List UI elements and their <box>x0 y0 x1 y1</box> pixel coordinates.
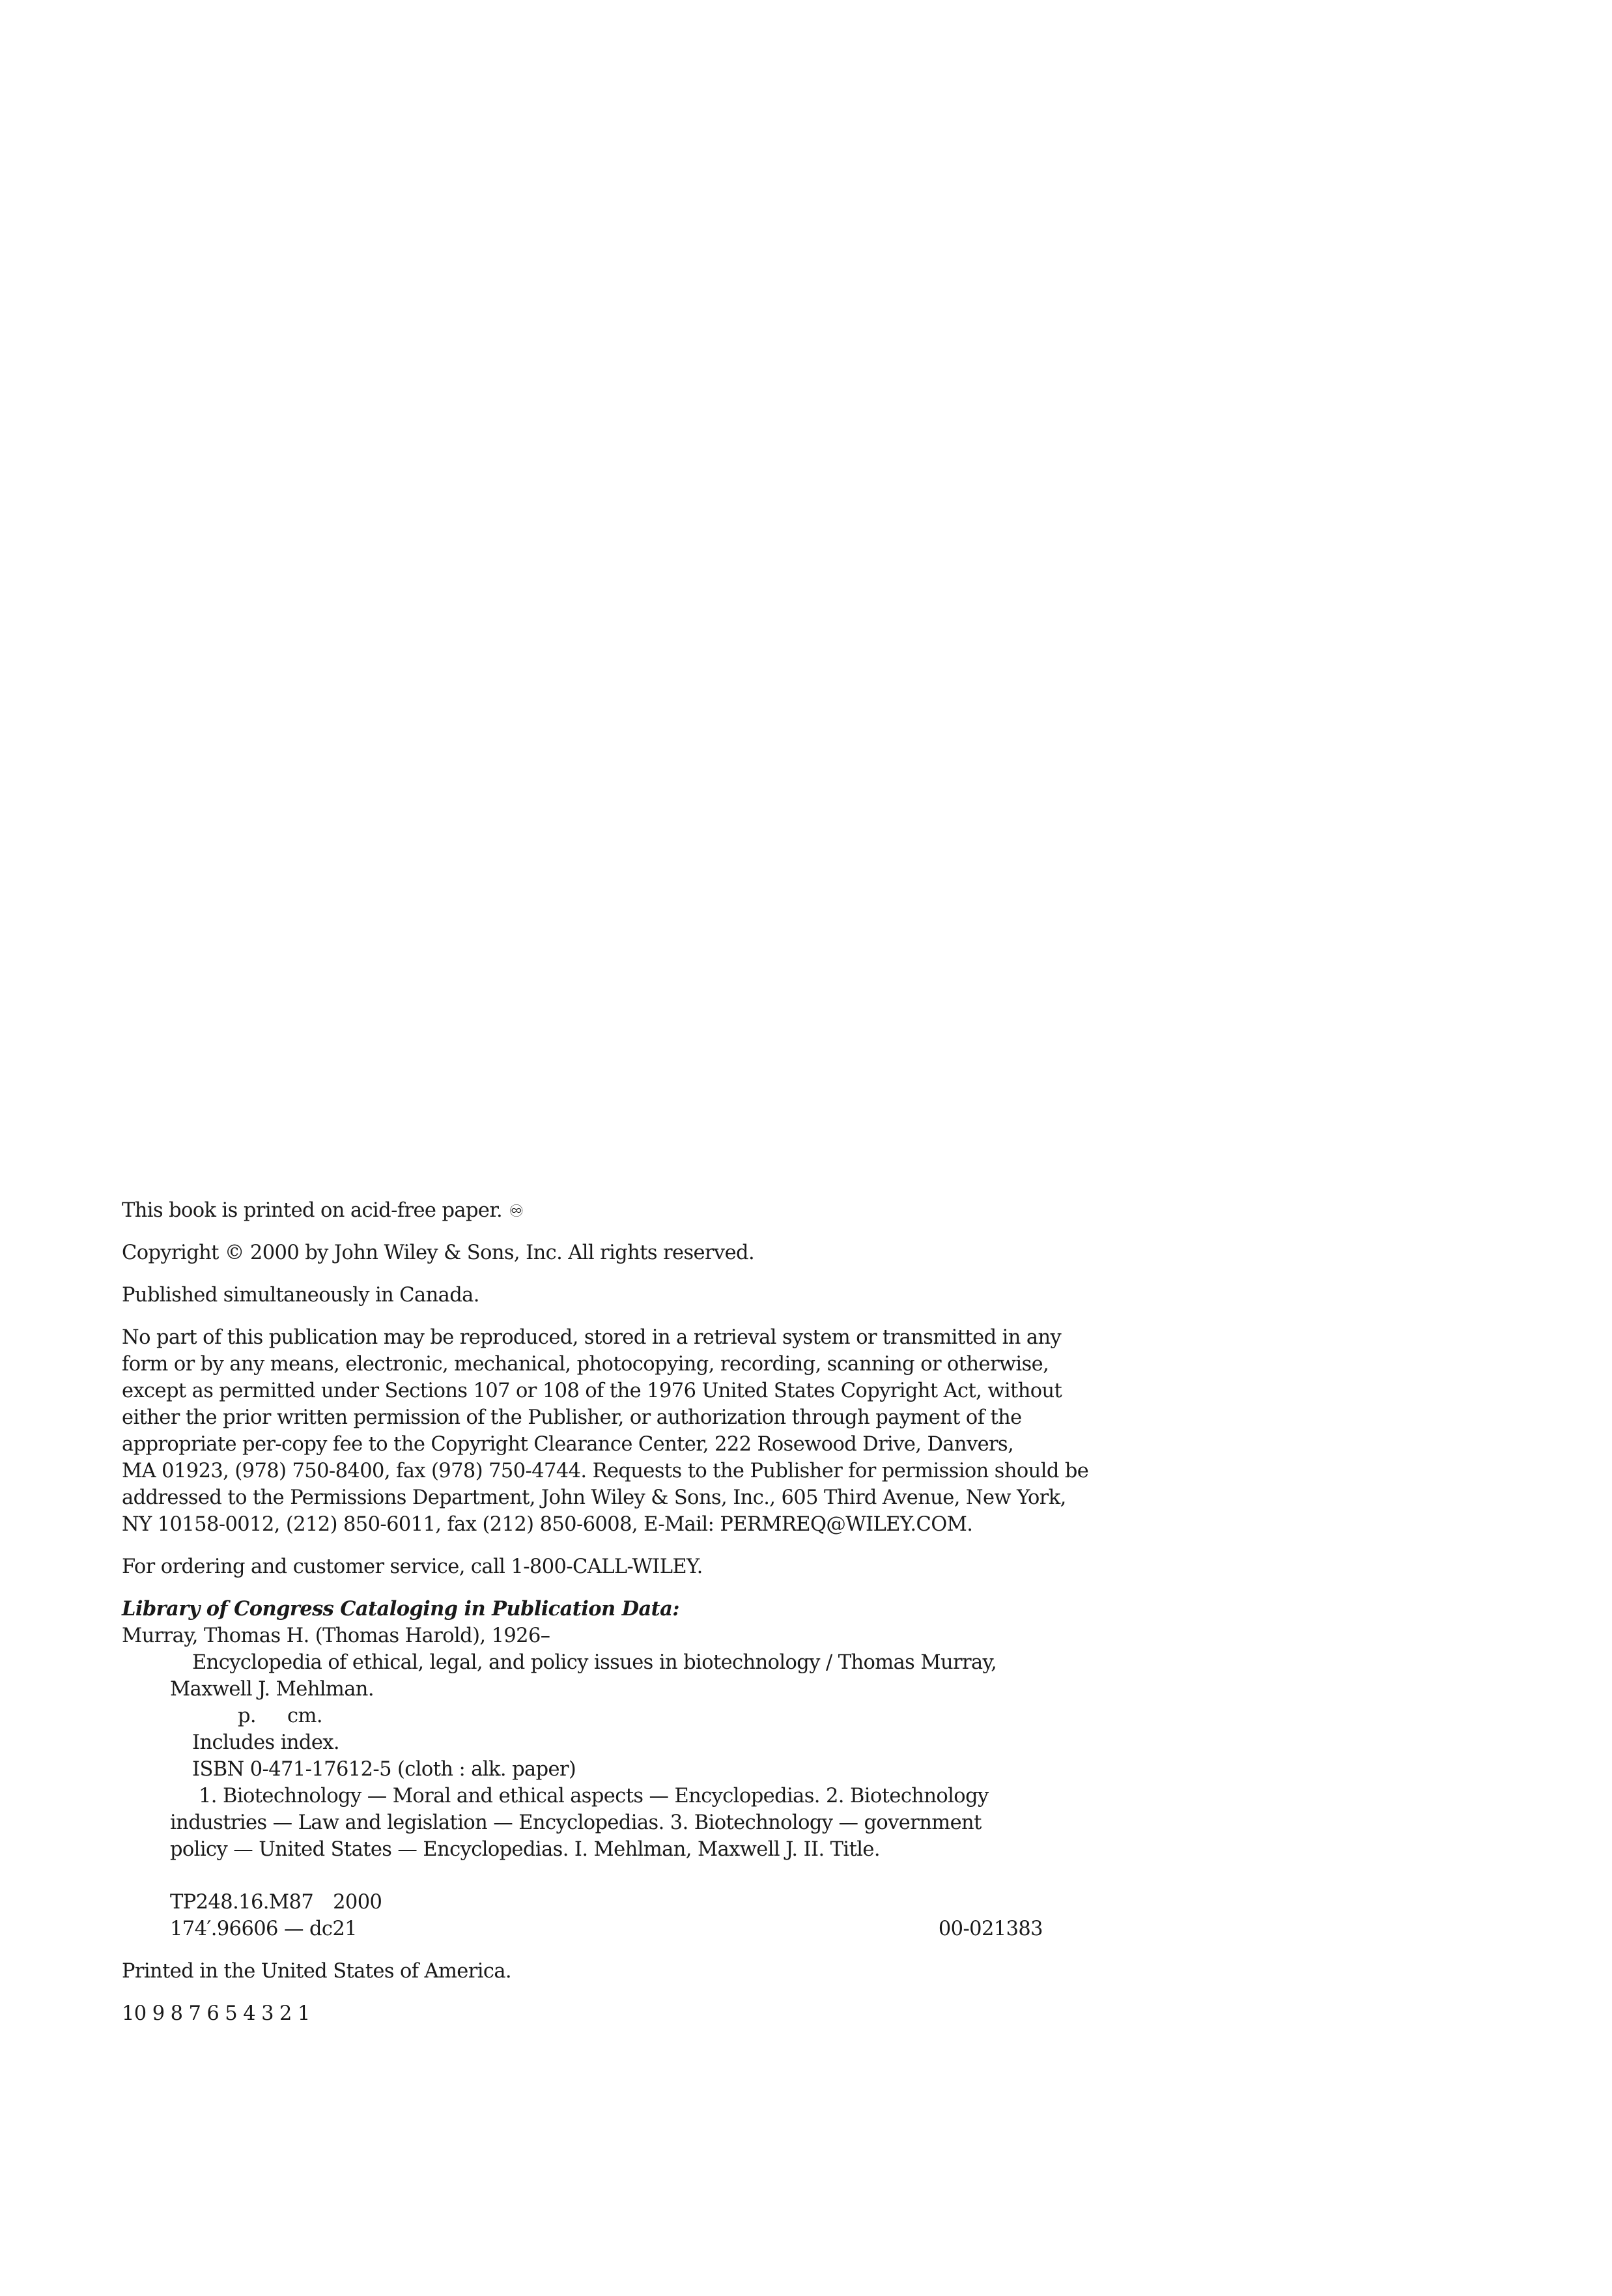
cip-cm: cm. <box>287 1705 322 1727</box>
permissions-line: either the prior written permission of the Publisher, or authorization through payment of the <box>122 1406 1022 1429</box>
copyright-line: Copyright © 2000 by John Wiley & Sons, Inc. All rights reserved. <box>122 1241 755 1264</box>
cip-subject-line: 1. Biotechnology — Moral and ethical aspects — Encyclopedias. 2. Biotechnology <box>199 1785 989 1807</box>
cip-isbn: ISBN 0-471-17612-5 (cloth : alk. paper) <box>192 1758 576 1781</box>
permissions-line: No part of this publication may be reproduced, stored in a retrieval system or transmitted in any <box>122 1326 1062 1349</box>
printed-line: Printed in the United States of America. <box>122 1960 512 1983</box>
permissions-line: except as permitted under Sections 107 or 108 of the 1976 United States Copyright Act, without <box>122 1380 1062 1402</box>
permissions-paragraph <box>122 1324 1088 1538</box>
print-number-line: 10 9 8 7 6 5 4 3 2 1 <box>122 2002 310 2025</box>
cip-physical-line <box>122 1703 1088 1729</box>
cip-call-year: 2000 <box>333 1891 382 1914</box>
cip-call-number-line <box>122 1889 1088 1916</box>
cip-lccn: 00-021383 <box>938 1918 1043 1940</box>
cip-author: Murray, Thomas H. (Thomas Harold), 1926– <box>122 1624 550 1647</box>
copyright-block <box>122 1197 1088 2027</box>
cip-title-line: Maxwell J. Mehlman. <box>170 1678 374 1701</box>
permissions-line: MA 01923, (978) 750-8400, fax (978) 750-4744. Requests to the Publisher for permission should be <box>122 1460 1089 1482</box>
acid-free-symbol-icon: ♾ <box>509 1202 524 1221</box>
permissions-line: NY 10158-0012, (212) 850-6011, fax (212) 850-6008, E-Mail: PERMREQ@WILEY.COM. <box>122 1513 973 1536</box>
permissions-line: form or by any means, electronic, mechanical, photocopying, recording, scanning or otherwise, <box>122 1353 1049 1376</box>
cip-index-note: Includes index. <box>192 1731 339 1754</box>
cip-block <box>122 1596 1088 1942</box>
acid-free-line <box>122 1197 1088 1224</box>
ordering-line: For ordering and customer service, call 1-800-CALL-WILEY. <box>122 1555 703 1578</box>
cip-call-number: TP248.16.M87 <box>170 1891 314 1914</box>
permissions-line: appropriate per-copy fee to the Copyright Clearance Center, 222 Rosewood Drive, Danvers, <box>122 1433 1014 1456</box>
cip-subject-line: policy — United States — Encyclopedias. I. Mehlman, Maxwell J. II. Title. <box>170 1838 880 1861</box>
cip-title-line: Encyclopedia of ethical, legal, and policy issues in biotechnology / Thomas Murray, <box>192 1651 997 1674</box>
cip-title: Library of Congress Cataloging in Publication Data: <box>122 1597 679 1621</box>
cip-classification-line <box>122 1916 1043 1942</box>
cip-dewey: 174′.96606 — dc21 <box>170 1918 357 1940</box>
cip-subject-line: industries — Law and legislation — Encyclopedias. 3. Biotechnology — government <box>170 1811 982 1834</box>
published-line: Published simultaneously in Canada. <box>122 1284 479 1307</box>
permissions-line: addressed to the Permissions Department, John Wiley & Sons, Inc., 605 Third Avenue, New York, <box>122 1486 1066 1509</box>
acid-free-text: This book is printed on acid-free paper. <box>122 1199 503 1222</box>
cip-pages: p. <box>238 1705 257 1727</box>
